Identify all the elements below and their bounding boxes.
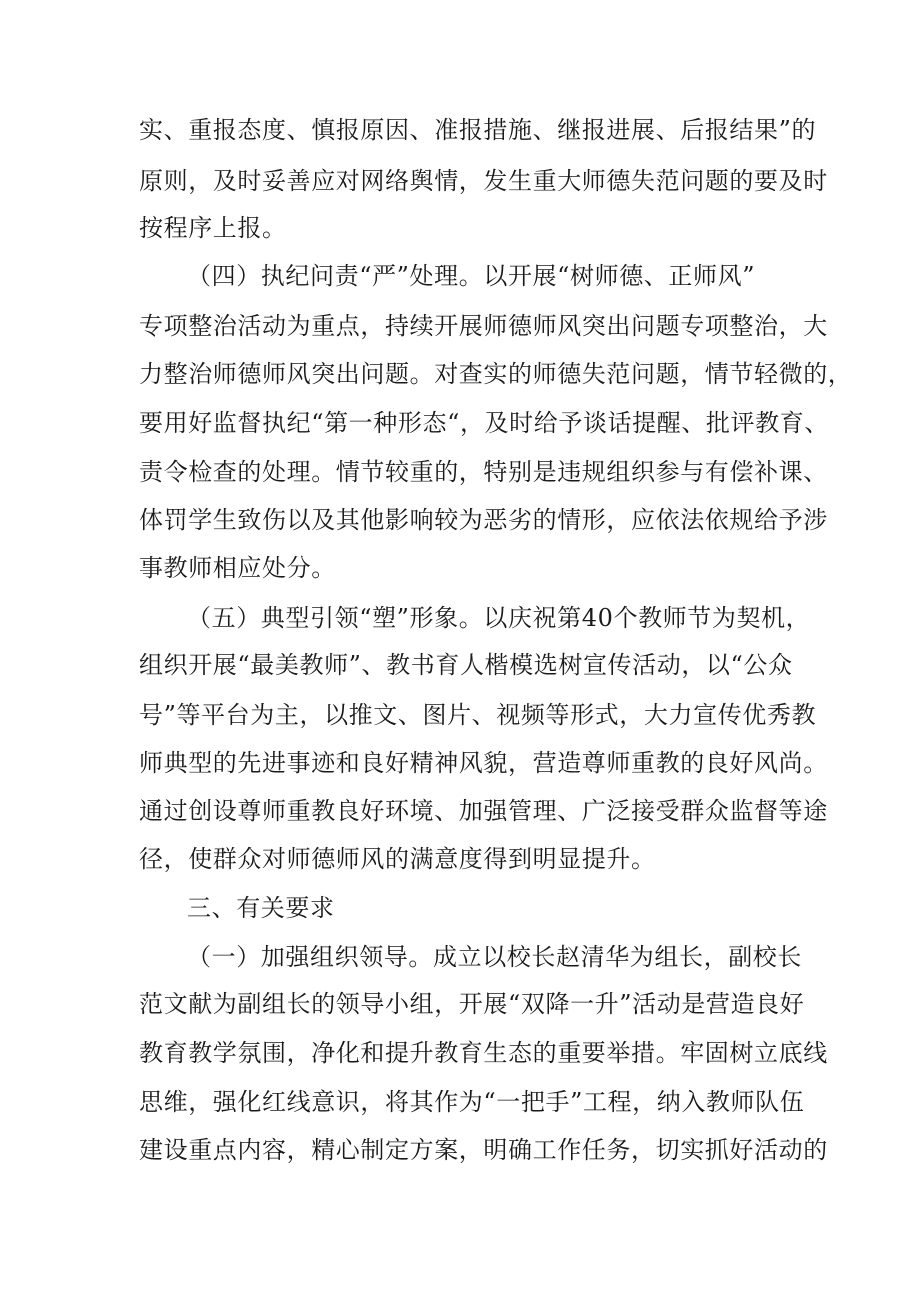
text-line: 师典型的先进事迹和良好精神风貌，营造尊师重教的良好风尚。 [139,749,828,777]
text-line: 号”等平台为主，以推文、图片、视频等形式，大力宣传优秀教 [139,701,817,729]
text-line: 力整治师德师风突出问题。对查实的师德失范问题，情节轻微的， [139,360,853,388]
text-line: 要用好监督执纪“第一种形态“，及时给予谈话提醒、批评教育、 [139,409,829,437]
text-line: 事教师相应处分。 [139,554,336,582]
text-line: 实、重报态度、慎报原因、准报措施、继报进展、后报结果”的 [139,116,817,144]
text-line: 教育教学氛围，净化和提升教育生态的重要举措。牢固树立底线 [139,1039,828,1067]
text-line: 思维，强化红线意识，将其作为“一把手”工程，纳入教师队伍 [139,1088,805,1116]
section-heading-requirements: 三、有关要求 [187,894,335,922]
section-heading-one: （一）加强组织领导。成立以校长赵清华为组长，副校长 [187,943,802,971]
text-line: 组织开展“最美教师”、教书育人楷模选树宣传活动，以“公众 [139,651,793,679]
text-line: 责令检查的处理。情节较重的，特别是违规组织参与有偿补课、 [139,458,828,486]
text-line: 专项整治活动为重点，持续开展师德师风突出问题专项整治，大 [139,312,828,340]
text-line: 通过创设尊师重教良好环境、加强管理、广泛接受群众监督等途 [139,797,828,825]
text-line: 体罚学生致伤以及其他影响较为恶劣的情形，应依法依规给予涉 [139,506,828,534]
text-line: 范文献为副组长的领导小组，开展“双降一升”活动是营造良好 [139,990,805,1018]
text-line: 径，使群众对师德师风的满意度得到明显提升。 [139,845,656,873]
text-line: 原则，及时妥善应对网络舆情，发生重大师德失范问题的要及时 [139,167,828,195]
text-line: 建设重点内容，精心制定方案，明确工作任务，切实抓好活动的 [139,1136,828,1164]
section-heading-four: （四）执纪问责“严”处理。以开展“树师德、正师风” [187,262,756,290]
text-line: 按程序上报。 [139,214,287,242]
section-heading-five: （五）典型引领“塑”形象。以庆祝第40个教师节为契机， [187,604,811,632]
